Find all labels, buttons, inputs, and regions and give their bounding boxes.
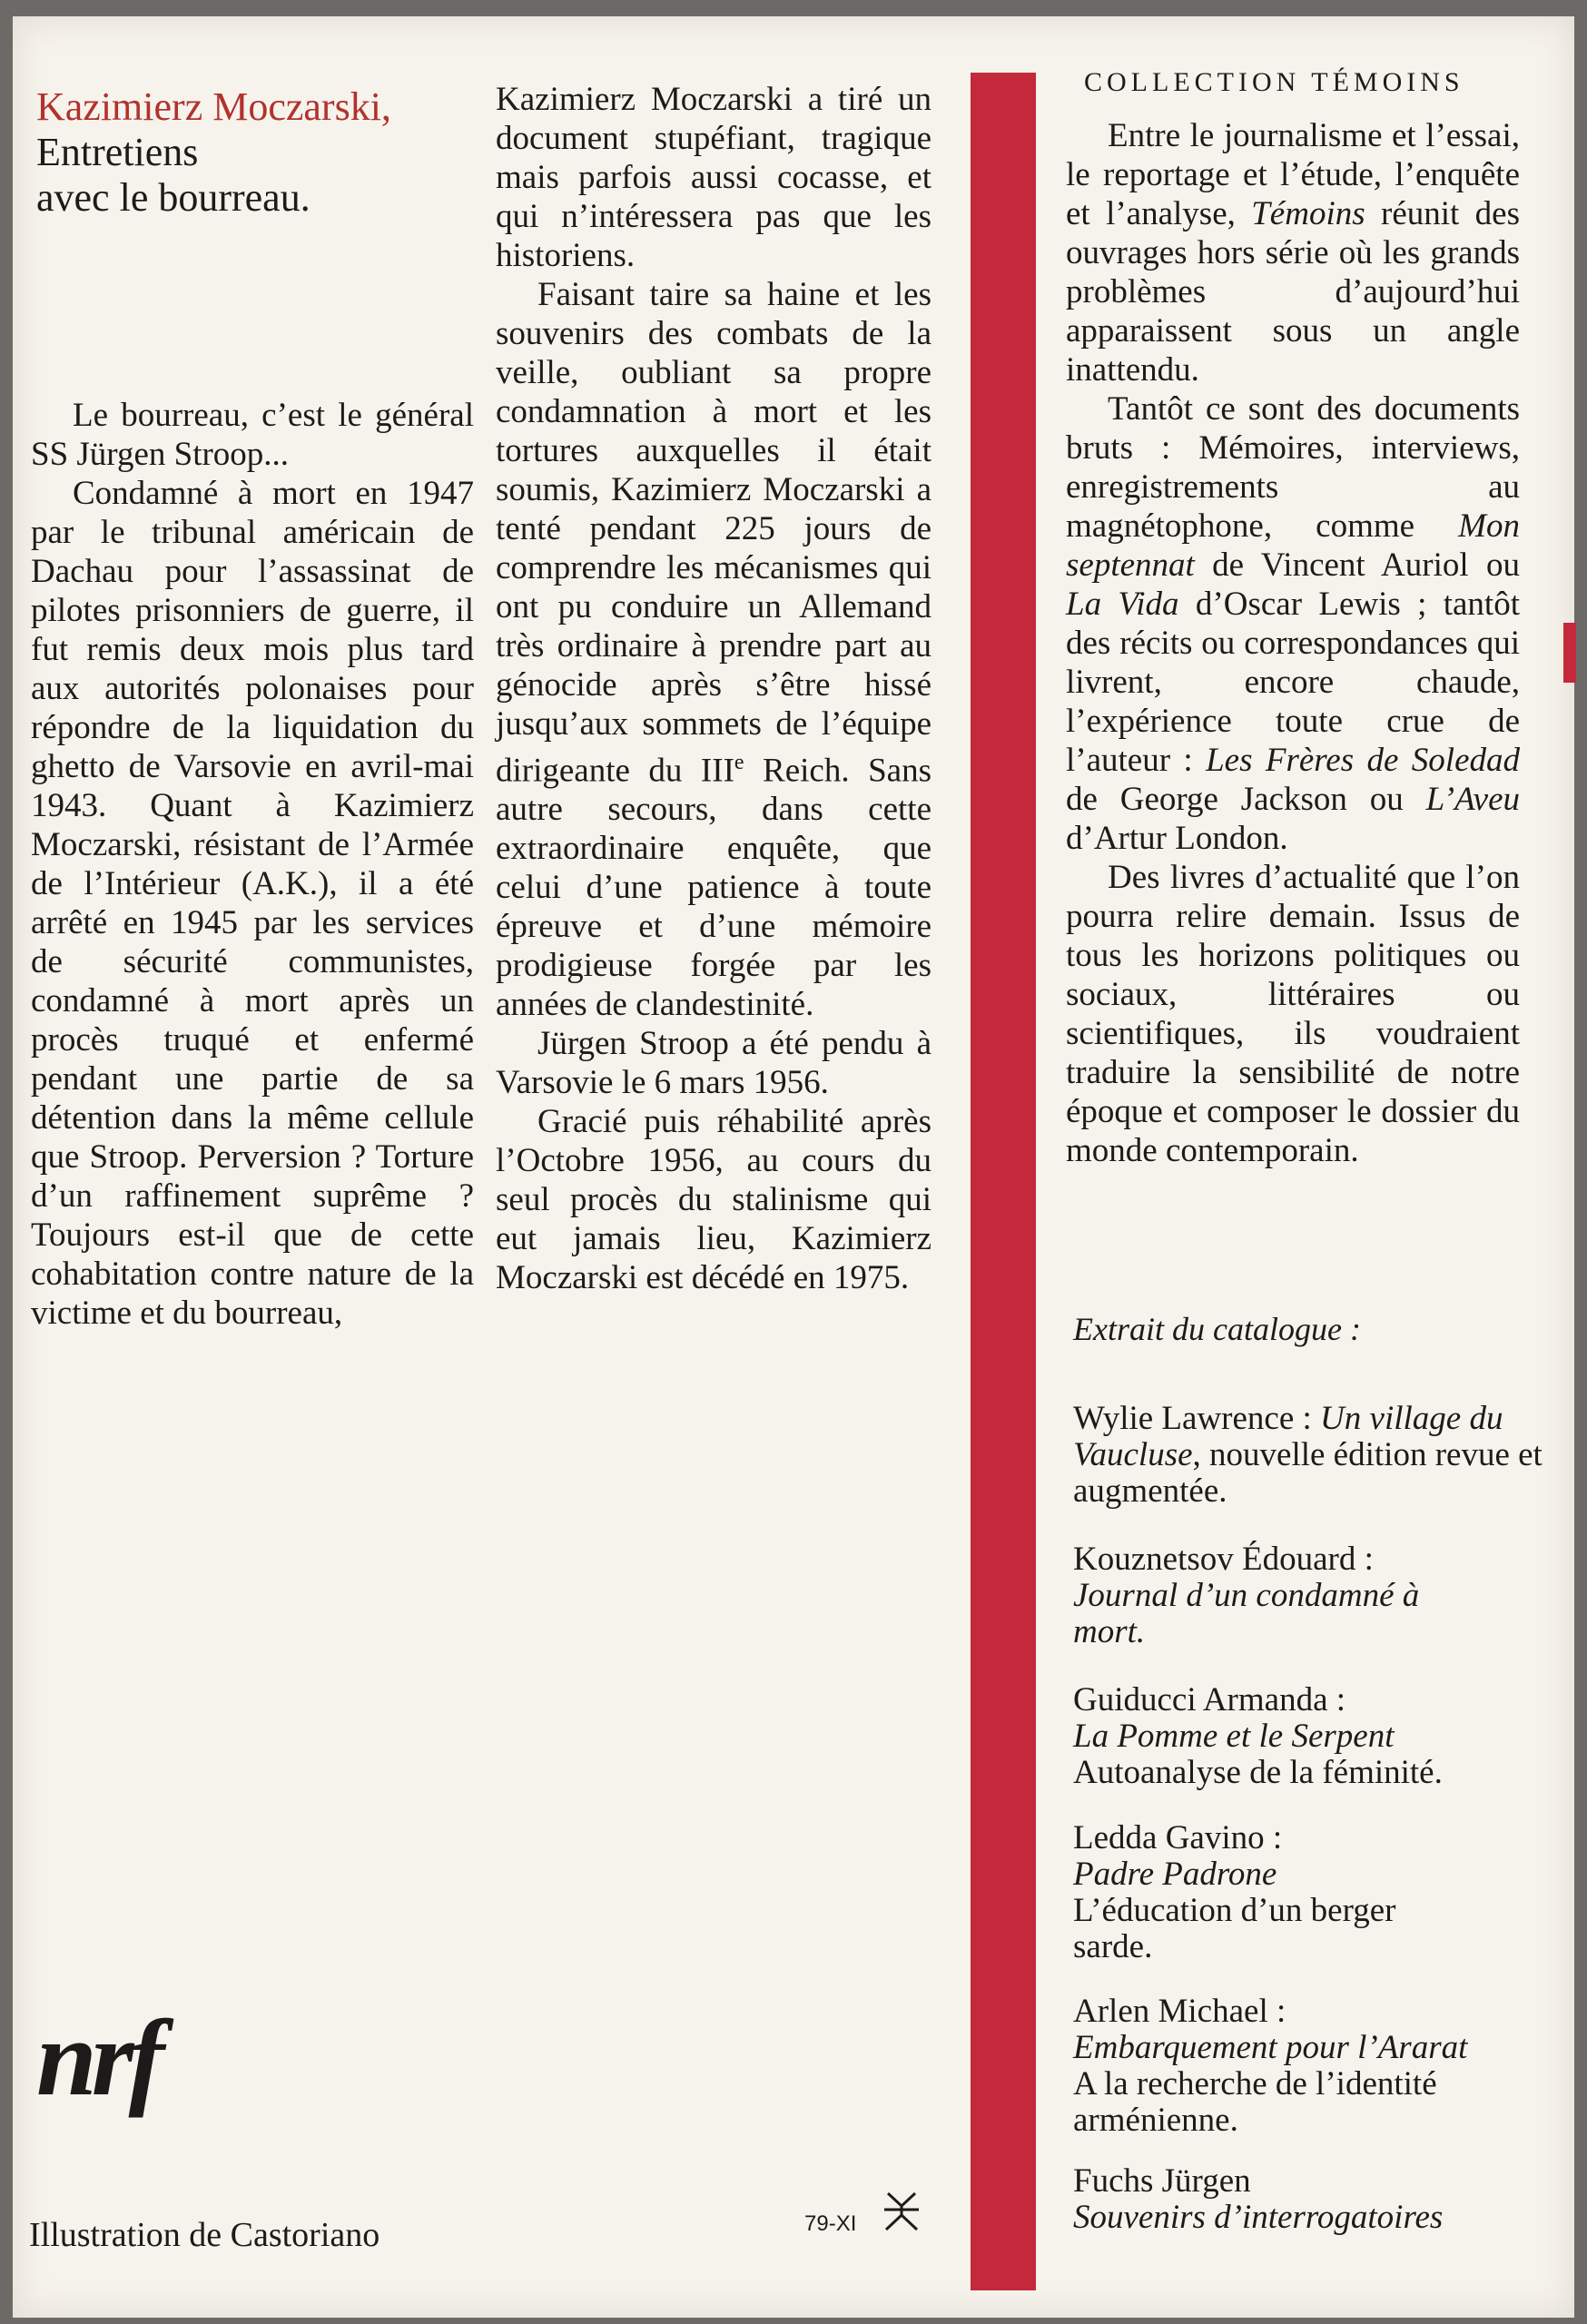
entry-title: La Pomme et le Serpent (1073, 1718, 1395, 1755)
title-line-2: avec le bourreau. (36, 175, 310, 220)
paragraph: Le bourreau, c’est le général SS Jürgen Stroop... (31, 397, 474, 473)
italic-title: La Vida (1066, 586, 1179, 623)
blurb-column-2 (496, 80, 932, 1297)
print-code: 79-XI (804, 2211, 857, 2236)
italic-title: Mon septennat (1066, 507, 1520, 584)
paragraph (496, 275, 932, 1024)
entry-subtitle: , nouvelle édition revue et augmentée. (1073, 1436, 1543, 1510)
entry-subtitle: A la recherche de l’identité arménienne. (1073, 2065, 1437, 2139)
entry-title: Padre Padrone (1073, 1856, 1277, 1893)
illustration-credit: Illustration de Castoriano (29, 2216, 380, 2254)
collection-title: COLLECTION TÉMOINS (1084, 67, 1464, 97)
paragraph (1066, 389, 1520, 858)
nrf-logo: nrf (36, 1997, 160, 2118)
entry-title: Souvenirs d’interrogatoires (1073, 2199, 1444, 2236)
text: réunit des ouvrages hors série où les grands problèmes d’aujourd’hui apparaissent sous un angle inattendu. (1066, 195, 1520, 389)
author-name: Kazimierz Moczarski, (36, 84, 391, 129)
entry-author: Kouznetsov Édouard : (1073, 1541, 1374, 1578)
text: Entre le journalisme et l’essai, le reportage et l’étude, l’enquête et l’analyse, (1066, 117, 1520, 232)
book-back-cover (13, 16, 1574, 2318)
catalogue-entry (1073, 1682, 1545, 1791)
italic-title: L’Aveu (1425, 781, 1520, 818)
collection-description (1066, 116, 1520, 1170)
paragraph: Kazimierz Moczarski a tiré un document stupéfiant, tragique mais parfois aussi cocasse, et qui n’intéressera pas que les historiens. (496, 81, 932, 274)
book-heading (36, 84, 508, 221)
title-line-1: Entretiens (36, 130, 199, 174)
text: d’Artur London. (1066, 820, 1288, 857)
italic-title: Témoins (1251, 195, 1365, 232)
text: d’Oscar Lewis ; tantôt des récits ou correspondances qui livrent, encore chaude, l’expérience toute crue de l’auteur : (1066, 586, 1520, 779)
entry-title: Embarquement pour l’Ararat (1073, 2029, 1468, 2066)
blurb-column-1 (31, 396, 474, 1333)
catalogue-entry (1073, 1401, 1545, 1510)
entry-title: Journal d’un condamné à mort. (1073, 1577, 1420, 1650)
paragraph: Jürgen Stroop a été pendu à Varsovie le 6 mars 1956. (496, 1025, 932, 1102)
paragraph: Des livres d’actualité que l’on pourra relire demain. Issus de tous les horizons politiques ou sociaux, littéraires ou scientifiques, ils voudraient traduire la sensibilité de notre époque et composer le dossier du monde contemporain. (1066, 859, 1520, 1169)
entry-title: Un village du Vaucluse (1073, 1400, 1503, 1473)
text: Tantôt ce sont des documents bruts : Mémoires, interviews, enregistrements au magnétophone, comme (1066, 390, 1520, 545)
paragraph (1066, 116, 1520, 389)
paragraph-text: Reich. Sans autre secours, dans cette extraordinaire enquête, que celui d’une patience à toute épreuve et d’une mémoire prodigieuse forgée par les années de clandestinité. (496, 752, 932, 1024)
catalogue-entry (1073, 1994, 1545, 2139)
catalogue-entry (1073, 1820, 1545, 1965)
entry-subtitle: Autoanalyse de la féminité. (1073, 1754, 1443, 1791)
superscript: e (734, 751, 744, 774)
paragraph-text: Faisant taire sa haine et les souvenirs des combats de la veille, oubliant sa propre condamnation à mort et les tortures auxquelles il était soumis, Kazimierz Moczarski a tenté pendant 225 jours de comprendre les mécanismes qui ont pu conduire un Allemand très ordinaire à prendre part au génocide après s’être hissé jusqu’aux sommets de l’équipe dirigeante du III (496, 276, 932, 790)
red-spine-bar (971, 73, 1036, 2290)
text: de Vincent Auriol ou (1194, 547, 1520, 584)
paragraph: Gracié puis réhabilité après l’Octobre 1956, au cours du seul procès du stalinisme qui eut jamais lieu, Kazimierz Moczarski est décédé en 1975. (496, 1103, 932, 1297)
italic-title: Les Frères de Soledad (1206, 742, 1520, 779)
entry-author: Guiducci Armanda : (1073, 1681, 1346, 1718)
catalogue-entry (1073, 1541, 1545, 1650)
red-edge-mark (1563, 623, 1576, 683)
entry-author: Fuchs Jürgen (1073, 2162, 1251, 2200)
entry-author: Wylie Lawrence : (1073, 1400, 1321, 1437)
publisher-mark-icon (881, 2188, 922, 2235)
paragraph: Condamné à mort en 1947 par le tribunal américain de Dachau pour l’assassinat de pilotes prisonniers de guerre, il fut remis deux mois plus tard aux autorités polonaises pour répondre de la liquidation du ghetto de Varsovie en avril-mai 1943. Quant à Kazimierz Moczarski, résistant de l’Armée de l’Intérieur (A.K.), il a été arrêté en 1945 par les services de sécurité communistes, condamné à mort après un procès truqué et enfermé pendant une partie de sa détention dans la même cellule que Stroop. Perversion ? Torture d’un raffinement suprême ? Toujours est-il que de cette cohabitation contre nature de la victime et du bourreau, (31, 475, 474, 1332)
text: de George Jackson ou (1066, 781, 1426, 818)
entry-subtitle: L’éducation d’un berger sarde. (1073, 1892, 1396, 1965)
catalogue-heading: Extrait du catalogue : (1073, 1311, 1361, 1347)
entry-author: Ledda Gavino : (1073, 1819, 1283, 1856)
entry-author: Arlen Michael : (1073, 1993, 1286, 2030)
catalogue-entry (1073, 2163, 1545, 2236)
